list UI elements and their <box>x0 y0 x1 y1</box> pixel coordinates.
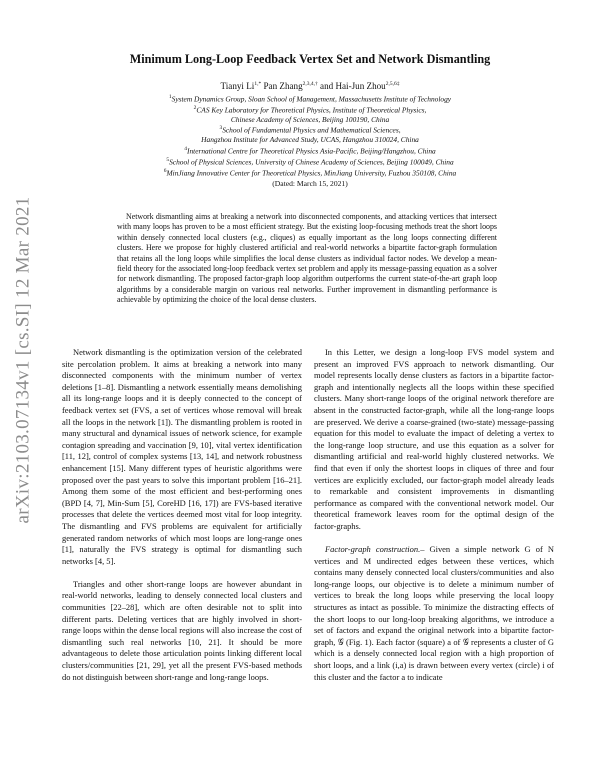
section-runin-heading: Factor-graph construction. <box>325 544 421 555</box>
body-paragraph: Triangles and other short-range loops are however abundant in real-world networks, leading to densely connected local clusters and communities [22–28], which are often desirable not to split into different parts. Deleting vertices that are highly involved in short-range loops within the dense local regions will also increase the cost of dismantling such real networks [10, 21]. It should be more advantageous to delete those articulation points linking different local clusters/communities [21, 29], yet all the present FVS-based methods do not distinguish between short-range and long-range loops. <box>62 578 302 682</box>
affiliation-text: Chinese Academy of Sciences, Beijing 100190, China <box>230 114 390 124</box>
affiliation-list <box>70 93 550 178</box>
affiliation <box>70 156 550 167</box>
affiliation <box>70 124 550 135</box>
affiliation <box>70 104 550 115</box>
arxiv-identifier: arXiv:2103.07134v1 [cs.SI] 12 Mar 2021 <box>12 196 33 524</box>
author-name: Pan Zhang <box>263 81 303 92</box>
affiliation <box>70 135 550 145</box>
affiliation-text: School of Fundamental Physics and Mathematical Sciences, <box>222 125 401 135</box>
right-column <box>314 347 554 683</box>
author-name: Tianyi Li <box>220 81 255 92</box>
affiliation-number: 5 <box>166 156 170 163</box>
body-paragraph: In this Letter, we design a long-loop FVS model system and present an improved FVS approach to network dismantling. Our model represents locally dense clusters as factors in a bipartite factor-graph and intentionally neglects all the loops within these specified clusters. Many short-range loops of the original network therefore are absent in the constructed factor-graph, while all the long-range loops are preserved. We derive a coarse-grained (two-state) message-passing equation for this model to evaluate the impact of deleting a vertex to the long-range loop structure, and use this equation as a solver for dismantling artificial and real-world highly clustered networks. We find that even if only the shortest loops in cliques of three and four vertices are explicitly excluded, our factor-graph model already leads to remarkable and consistent improvements in dismantling performance as compared with the conventional network model. Our theoretical framework leaves room for the optimal design of the factor-graphs. <box>314 347 554 531</box>
author-marker: 2,5,6‡ <box>385 81 400 87</box>
date-line: (Dated: March 15, 2021) <box>272 178 348 188</box>
affiliation-text: School of Physical Sciences, University of Chinese Academy of Sciences, Beijing 100049, China <box>169 157 454 167</box>
author-conjunction: and <box>320 81 334 92</box>
affiliation <box>70 115 550 125</box>
affiliation-text: MinJiang Innovative Center for Theoretical Physics, MinJiang University, Fuzhou 350108, China <box>166 168 457 178</box>
affiliation <box>70 93 550 104</box>
affiliation-text: International Centre for Theoretical Physics Asia-Pacific, Beijing/Hangzhou, China <box>187 146 436 156</box>
author-list <box>70 81 550 91</box>
section-body-text: – Given a simple network G of N vertices and M undirected edges between these vertices, which contains many densely connected local clusters/communities and also long-range loops, our objective is to delete a minimum number of vertices to break the long loops while preserving the local loopy structures as intact as possible. To minimize the distracting effects of the short loops to our long-loop breaking algorithms, we introduce a set of factors and expand the original network into a bipartite factor-graph, 𝒢 (Fig. 1). Each factor (square) a of 𝒢 represents a cluster of G which is a densely connected local region with a high proportion of short loops, and a link (i,a) is drawn between every vertex (circle) i of this cluster and the factor a to indicate <box>314 544 554 682</box>
affiliation-text: System Dynamics Group, Sloan School of Management, Massachusetts Institute of Technology <box>171 94 452 104</box>
left-column <box>62 347 302 683</box>
affiliation <box>70 145 550 156</box>
affiliation-text: Hangzhou Institute for Advanced Study, UCAS, Hangzhou 310024, China <box>201 135 419 145</box>
affiliation <box>70 167 550 178</box>
body-paragraph <box>314 544 554 683</box>
affiliation-number: 3 <box>219 125 223 132</box>
author-name: Hai-Jun Zhou <box>335 81 386 92</box>
affiliation-text: CAS Key Laboratory for Theoretical Physics, Institute of Theoretical Physics, <box>196 105 427 115</box>
affiliation-number: 2 <box>193 105 197 111</box>
body-paragraph: Network dismantling is the optimization version of the celebrated site percolation problem. It aims at breaking a network into many disconnected components with the minimum number of vertex deletions [1–8]. Dismantling a network essentially means demolishing all its long-range loops and it is deeply connected to the concept of feedback vertex set (FVS, a set of vertices whose removal will break all the loops in the network [1]). The dismantling problem is rooted in many structural and dynamical issues of network science, for example contagion spreading and vaccination [9, 10], vital vertex identification [11, 12], control of complex systems [13, 14], and network robustness enhancement [15]. Many different types of heuristic algorithms were proposed over the past years to solve this important problem [16–21]. Among them some of the most efficient and best-performing ones (BPD [4, 7], Min-Sum [5], CoreHD [16, 17]) are FVS-based iterative processes that delete the vertices deemed most vital for loop integrity. The dismantling and FVS problems are equivalent for artificially generated random networks of which most loops are long-range ones [1], naturally the FVS strategy is optimal for dismantling such networks [4, 5]. <box>62 347 302 566</box>
affiliation-number: 1 <box>168 94 172 101</box>
paper-header <box>70 52 550 188</box>
author-marker: 1,* <box>254 81 262 87</box>
author-marker: 2,3,4,† <box>302 81 318 87</box>
affiliation-number: 6 <box>163 167 167 174</box>
arxiv-sidebar <box>3 190 43 530</box>
affiliation-number: 4 <box>184 145 187 152</box>
abstract <box>117 212 497 306</box>
paper-title: Minimum Long-Loop Feedback Vertex Set and Network Dismantling <box>129 52 491 66</box>
abstract-text: Network dismantling aims at breaking a network into disconnected components, and attacking vertices that intersect with many loops has proven to be a most efficient strategy. But the existing loop-focusing methods treat the short loops within densely connected local clusters (e.g., cliques) as equally important as the long loops connecting different clusters. Here we propose for highly clustered artificial and real-world networks a bipartite factor-graph formulation that retains all the long loops while simplifies the local dense clusters as individual factor nodes. We develop a mean-field theory for the associated long-loop feedback vertex set problem and apply its message-passing equation as a solver for network dismantling. The proposed factor-graph loop algorithm outperforms the current state-of-the-art graph loop algorithms by a considerable margin on various real networks. Further improvement in dismantling performance is achievable by optimizing the choice of the local dense clusters. <box>117 212 497 305</box>
